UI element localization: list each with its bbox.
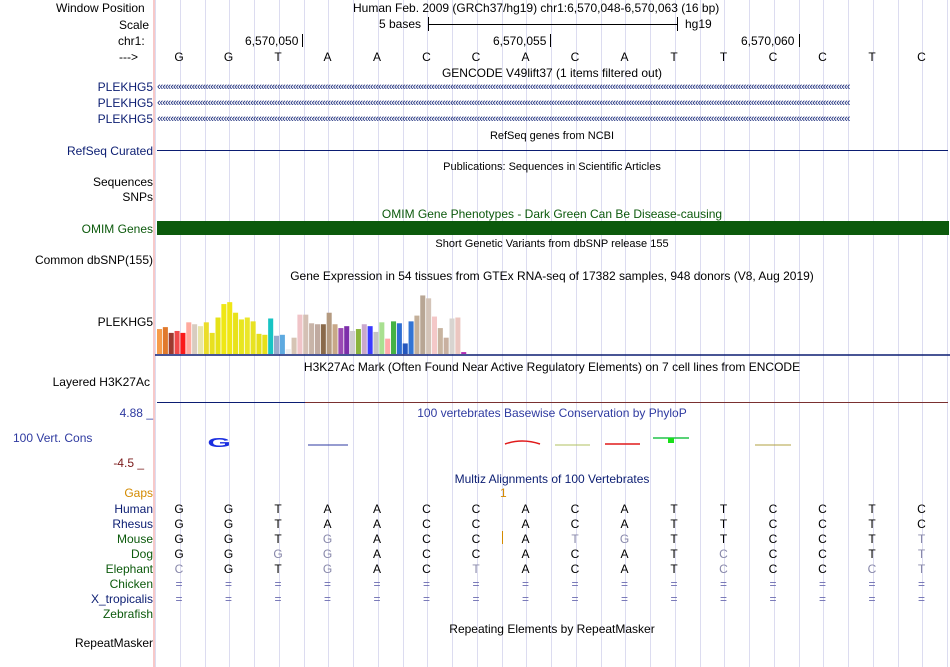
gtex-tissue-bar[interactable] [274, 336, 279, 354]
reference-base: C [422, 50, 431, 64]
gtex-tissue-bar[interactable] [344, 326, 349, 354]
alignment-base: G [223, 562, 234, 576]
alignment-base: = [373, 592, 381, 606]
alignment-base: C [818, 562, 827, 576]
gtex-tissue-bar[interactable] [409, 321, 414, 354]
dbsnp-track-title[interactable]: Short Genetic Variants from dbSNP release 155 [435, 238, 669, 250]
gtex-tissue-bar[interactable] [309, 323, 314, 354]
gtex-tissue-bar[interactable] [420, 295, 425, 354]
reference-base: C [917, 50, 926, 64]
alignment-base: A [372, 562, 382, 576]
alignment-base: = [373, 577, 381, 591]
window-position-value: Human Feb. 2009 (GRCh37/hg19) chr1:6,570,048-6,570,063 (16 bp) [353, 1, 720, 15]
alignment-base: C [818, 517, 827, 531]
gtex-tissue-bar[interactable] [163, 327, 168, 354]
gtex-tissue-bar[interactable] [438, 328, 443, 354]
gtex-tissue-bar[interactable] [180, 333, 185, 354]
alignment-base: = [274, 592, 282, 606]
gtex-tissue-bar[interactable] [362, 324, 367, 354]
alignment-base: = [224, 592, 233, 606]
gtex-track-title[interactable]: Gene Expression in 54 tissues from GTEx RNA-seq of 17382 samples, 948 donors (V8, Aug 2019) [290, 269, 814, 283]
omim-gene-bar[interactable] [157, 221, 949, 235]
alignment-base: A [521, 562, 530, 576]
alignment-base: = [175, 577, 183, 591]
alignment-base: G [174, 502, 184, 516]
alignment-base: C [818, 547, 827, 561]
gtex-tissue-bar[interactable] [385, 339, 390, 354]
alignment-base: = [323, 592, 332, 606]
gtex-track-label[interactable]: PLEKHG5 [97, 315, 153, 329]
gtex-tissue-bar[interactable] [292, 338, 297, 354]
h3k27ac-baseline [305, 402, 948, 403]
gtex-tissue-bar[interactable] [338, 328, 343, 354]
refseq-gene-line[interactable] [157, 150, 948, 151]
gtex-bar-chart[interactable] [155, 282, 950, 357]
alignment-base: = [769, 577, 777, 591]
alignment-base: = [868, 592, 876, 606]
reference-base: C [471, 50, 481, 64]
gtex-tissue-bar[interactable] [368, 326, 373, 354]
phylop-signal [155, 430, 950, 452]
h3k27ac-signal [157, 402, 305, 403]
alignment-base: C [174, 562, 184, 576]
h3k27ac-track-title[interactable]: H3K27Ac Mark (Often Found Near Active Regulatory Elements) on 7 cell lines from ENCODE [303, 360, 801, 374]
alignment-base: A [620, 502, 629, 516]
reference-base: C [768, 50, 778, 64]
alignment-base: C [422, 562, 431, 576]
alignment-base: A [521, 547, 530, 561]
species-label[interactable]: Chicken [109, 577, 153, 591]
phylop-ymax: 4.88 _ [119, 406, 153, 420]
alignment-base: A [372, 532, 382, 546]
alignment-base: C [917, 502, 926, 516]
alignment-base: A [521, 502, 530, 516]
species-label[interactable]: X_tropicalis [90, 592, 153, 606]
reference-base: C [818, 50, 827, 64]
alignment-base: C [570, 502, 580, 516]
alignment-base: T [670, 547, 678, 561]
gtex-tissue-bar[interactable] [210, 333, 215, 354]
ruler-tick [550, 34, 551, 47]
gencode-transcript[interactable]: ‹‹‹‹‹‹‹‹‹‹‹‹‹‹‹‹‹‹‹‹‹‹‹‹‹‹‹‹‹‹‹‹‹‹‹‹‹‹‹‹‹‹‹‹‹‹‹‹‹‹‹‹‹‹‹‹‹‹‹‹‹‹‹‹‹‹‹‹‹‹‹‹‹‹‹‹‹‹‹‹‹‹‹‹‹‹‹‹‹‹‹‹‹‹‹‹‹‹‹‹‹‹‹‹‹‹‹‹‹‹‹‹‹‹‹‹‹‹‹‹‹‹‹‹‹‹‹‹‹‹‹‹‹‹‹‹‹‹‹‹‹‹‹‹‹‹‹‹‹‹‹‹‹‹‹‹‹‹‹‹‹‹‹‹‹‹‹‹‹‹‹‹‹‹‹‹‹‹‹‹‹‹‹‹‹‹‹‹‹‹‹‹‹‹‹‹‹‹‹‹‹‹‹‹‹‹‹‹‹‹‹‹‹‹‹‹‹‹‹‹‹‹‹‹‹‹‹‹‹‹‹‹‹‹‹‹‹‹‹‹‹‹‹‹‹‹‹‹‹‹‹‹‹‹‹‹‹‹‹‹ [157, 114, 850, 124]
alignment-base: A [620, 562, 629, 576]
alignment-base: T [917, 562, 926, 576]
alignment-base: T [719, 532, 728, 546]
alignment-base: = [719, 592, 728, 606]
gtex-tissue-bar[interactable] [391, 321, 396, 354]
alignment-base: C [768, 502, 778, 516]
alignment-base: G [619, 532, 630, 546]
gtex-tissue-bar[interactable] [373, 332, 378, 354]
gtex-tissue-bar[interactable] [327, 313, 332, 354]
reference-base: A [521, 50, 530, 64]
gtex-tissue-bar[interactable] [303, 315, 308, 354]
alignment-base: G [322, 547, 333, 561]
alignment-base: A [620, 517, 629, 531]
gtex-tissue-bar[interactable] [356, 329, 361, 354]
scale-assembly-label: hg19 [685, 17, 712, 31]
window-position-label: Window Position [56, 1, 145, 15]
gtex-tissue-bar[interactable] [414, 316, 419, 354]
alignment-base: T [917, 532, 926, 546]
alignment-base: T [868, 502, 876, 516]
alignment-base: T [472, 562, 480, 576]
omim-track-label[interactable]: OMIM Genes [81, 222, 153, 236]
alignment-base: C [768, 517, 778, 531]
reference-base: T [274, 50, 282, 64]
reference-base: C [570, 50, 580, 64]
species-label[interactable]: Dog [130, 547, 153, 561]
species-label[interactable]: Mouse [116, 532, 153, 546]
scale-bar [428, 17, 678, 31]
gencode-track-title[interactable]: GENCODE V49lift37 (1 items filtered out) [441, 66, 663, 80]
phylop-ymin: -4.5 _ [113, 456, 144, 470]
alignment-base: = [274, 577, 282, 591]
alignment-base: T [868, 547, 876, 561]
alignment-base: T [274, 562, 282, 576]
alignment-base: T [274, 517, 282, 531]
alignment-base: A [521, 517, 530, 531]
gencode-transcript[interactable]: ‹‹‹‹‹‹‹‹‹‹‹‹‹‹‹‹‹‹‹‹‹‹‹‹‹‹‹‹‹‹‹‹‹‹‹‹‹‹‹‹‹‹‹‹‹‹‹‹‹‹‹‹‹‹‹‹‹‹‹‹‹‹‹‹‹‹‹‹‹‹‹‹‹‹‹‹‹‹‹‹‹‹‹‹‹‹‹‹‹‹‹‹‹‹‹‹‹‹‹‹‹‹‹‹‹‹‹‹‹‹‹‹‹‹‹‹‹‹‹‹‹‹‹‹‹‹‹‹‹‹‹‹‹‹‹‹‹‹‹‹‹‹‹‹‹‹‹‹‹‹‹‹‹‹‹‹‹‹‹‹‹‹‹‹‹‹‹‹‹‹‹‹‹‹‹‹‹‹‹‹‹‹‹‹‹‹‹‹‹‹‹‹‹‹‹‹‹‹‹‹‹‹‹‹‹‹‹‹‹‹‹‹‹‹‹‹‹‹‹‹‹‹‹‹‹‹‹‹‹‹‹‹‹‹‹‹‹‹‹‹‹‹‹‹‹‹‹‹‹‹‹‹‹‹‹‹‹‹‹‹ [157, 98, 850, 108]
species-label[interactable]: Rhesus [112, 517, 153, 531]
alignment-base: C [570, 562, 580, 576]
alignment-base: C [818, 532, 827, 546]
gtex-tissue-bar[interactable] [221, 304, 226, 354]
alignment-base: T [868, 517, 876, 531]
species-label[interactable]: Human [114, 502, 153, 516]
alignment-base: = [818, 577, 827, 591]
alignment-base: C [719, 547, 728, 561]
gtex-tissue-bar[interactable] [333, 324, 338, 354]
gtex-tissue-bar[interactable] [444, 338, 449, 354]
h3k27ac-track-label[interactable]: Layered H3K27Ac [52, 375, 150, 389]
alignment-base: C [768, 532, 778, 546]
alignment-base: T [670, 532, 678, 546]
scale-bases-label: 5 bases [379, 17, 422, 31]
gtex-tissue-bar[interactable] [157, 329, 162, 354]
dbsnp-track-label[interactable]: Common dbSNP(155) [34, 253, 153, 267]
alignment-base: G [322, 562, 333, 576]
gaps-track-label[interactable]: Gaps [124, 486, 153, 500]
gtex-tissue-bar[interactable] [286, 349, 291, 354]
reference-base: T [670, 50, 678, 64]
alignment-base: T [571, 532, 579, 546]
alignment-base: C [768, 562, 778, 576]
alignment-base: G [174, 517, 184, 531]
sequences-track-label[interactable]: Sequences [92, 175, 153, 189]
alignment-base: A [372, 547, 382, 561]
publications-track-title[interactable]: Publications: Sequences in Scientific Articles [443, 161, 661, 173]
alignment-base: = [917, 592, 926, 606]
alignment-base: C [422, 502, 431, 516]
species-label[interactable]: Elephant [105, 562, 153, 576]
alignment-base: T [274, 502, 282, 516]
alignment-base: T [670, 517, 678, 531]
alignment-base: G [273, 547, 283, 561]
alignment-base: C [917, 517, 926, 531]
alignment-base: C [570, 547, 580, 561]
gtex-tissue-bar[interactable] [169, 333, 174, 354]
gtex-tissue-bar[interactable] [192, 324, 197, 354]
gtex-tissue-bar[interactable] [251, 321, 256, 354]
alignment-base: G [223, 532, 234, 546]
alignment-base: = [769, 592, 777, 606]
gtex-tissue-bar[interactable] [227, 302, 232, 354]
reference-base: A [372, 50, 382, 64]
alignment-base: G [322, 532, 333, 546]
snps-track-label[interactable]: SNPs [122, 190, 153, 204]
gtex-tissue-bar[interactable] [245, 318, 250, 354]
ruler-tick [799, 34, 800, 47]
alignment-base: = [571, 592, 579, 606]
gtex-tissue-bar[interactable] [204, 322, 209, 354]
gtex-tissue-bar[interactable] [216, 318, 221, 354]
reference-base: A [323, 50, 332, 64]
reference-base: A [620, 50, 629, 64]
gtex-tissue-bar[interactable] [262, 335, 267, 354]
alignment-base: = [323, 577, 332, 591]
ruler-tick-label: 6,570,055 [493, 34, 547, 48]
alignment-base: A [323, 517, 332, 531]
alignment-base: = [917, 577, 926, 591]
alignment-base: = [521, 577, 530, 591]
phylop-track-title[interactable]: 100 vertebrates Basewise Conservation by PhyloP [417, 406, 687, 420]
strand-label: ---> [119, 50, 138, 64]
gap-marker [502, 531, 503, 544]
alignment-base: = [521, 592, 530, 606]
alignment-base: A [372, 502, 382, 516]
alignment-base: C [471, 532, 481, 546]
chrom-label: chr1: [118, 34, 145, 48]
ruler-tick [302, 34, 303, 47]
scale-label: Scale [119, 18, 150, 32]
alignment-base: T [670, 562, 678, 576]
alignment-base: = [719, 577, 728, 591]
gtex-tissue-bar[interactable] [350, 331, 355, 354]
refseq-track-label[interactable]: RefSeq Curated [66, 144, 153, 158]
alignment-base: G [174, 547, 184, 561]
gtex-tissue-bar[interactable] [256, 334, 261, 354]
gtex-tissue-bar[interactable] [315, 324, 320, 354]
alignment-base: C [422, 547, 431, 561]
alignment-base: T [917, 547, 926, 561]
alignment-base: T [868, 532, 876, 546]
gtex-tissue-bar[interactable] [280, 335, 285, 354]
alignment-base: C [471, 547, 481, 561]
gtex-tissue-bar[interactable] [233, 313, 238, 354]
gtex-tissue-bar[interactable] [461, 352, 466, 354]
alignment-base: = [670, 577, 678, 591]
alignment-base: A [372, 517, 382, 531]
ruler-tick-label: 6,570,050 [245, 34, 299, 48]
gtex-tissue-bar[interactable] [450, 318, 455, 354]
gap-count: 1 [500, 486, 507, 500]
gencode-item-label[interactable]: PLEKHG5 [97, 96, 153, 110]
alignment-base: C [422, 532, 431, 546]
alignment-base: C [818, 502, 827, 516]
alignment-base: G [174, 532, 184, 546]
phylop-glyph-icon: G [207, 435, 231, 450]
repeatmasker-track-label[interactable]: RepeatMasker [74, 636, 153, 650]
gtex-tissue-bar[interactable] [403, 343, 408, 354]
gtex-tissue-bar[interactable] [426, 298, 431, 354]
alignment-base: C [422, 517, 431, 531]
ruler-tick-label: 6,570,060 [741, 34, 795, 48]
alignment-base: = [620, 577, 629, 591]
alignment-base: T [719, 502, 728, 516]
reference-base: T [719, 50, 728, 64]
alignment-base: = [571, 577, 579, 591]
alignment-base: = [224, 577, 233, 591]
alignment-base: = [818, 592, 827, 606]
gtex-tissue-bar[interactable] [321, 324, 326, 354]
alignment-base: C [570, 517, 580, 531]
repeatmasker-track-title[interactable]: Repeating Elements by RepeatMasker [449, 622, 655, 636]
reference-base: T [868, 50, 876, 64]
gtex-tissue-bar[interactable] [379, 322, 384, 354]
alignment-base: A [620, 547, 629, 561]
gencode-item-label[interactable]: PLEKHG5 [97, 112, 153, 126]
alignment-base: = [620, 592, 629, 606]
gtex-tissue-bar[interactable] [175, 331, 180, 354]
alignment-base: C [867, 562, 877, 576]
omim-track-title[interactable]: OMIM Gene Phenotypes - Dark Green Can Be Disease-causing [381, 207, 723, 221]
alignment-base: A [521, 532, 530, 546]
alignment-base: C [471, 517, 481, 531]
alignment-base: T [719, 517, 728, 531]
reference-base: G [174, 50, 184, 64]
alignment-base: = [175, 592, 183, 606]
gtex-tissue-bar[interactable] [397, 323, 402, 354]
alignment-base: = [868, 577, 876, 591]
alignment-base: G [223, 517, 234, 531]
gtex-tissue-bar[interactable] [455, 318, 460, 354]
phylop-track-label[interactable]: 100 Vert. Cons [13, 431, 93, 445]
alignment-base: G [223, 502, 234, 516]
multiz-track-title[interactable]: Multiz Alignments of 100 Vertebrates [454, 472, 650, 486]
species-label[interactable]: Zebrafish [102, 607, 153, 621]
gtex-tissue-bar[interactable] [432, 317, 437, 354]
reference-base: G [223, 50, 234, 64]
alignment-base: = [422, 592, 431, 606]
gtex-tissue-bar[interactable] [297, 315, 302, 354]
alignment-base: G [223, 547, 234, 561]
alignment-base: = [472, 592, 480, 606]
refseq-track-title[interactable]: RefSeq genes from NCBI [489, 130, 615, 142]
alignment-base: C [768, 547, 778, 561]
alignment-base: T [670, 502, 678, 516]
alignment-base: = [670, 592, 678, 606]
gencode-item-label[interactable]: PLEKHG5 [97, 80, 153, 94]
alignment-base: = [472, 577, 480, 591]
alignment-base: T [274, 532, 282, 546]
gencode-transcript[interactable]: ‹‹‹‹‹‹‹‹‹‹‹‹‹‹‹‹‹‹‹‹‹‹‹‹‹‹‹‹‹‹‹‹‹‹‹‹‹‹‹‹‹‹‹‹‹‹‹‹‹‹‹‹‹‹‹‹‹‹‹‹‹‹‹‹‹‹‹‹‹‹‹‹‹‹‹‹‹‹‹‹‹‹‹‹‹‹‹‹‹‹‹‹‹‹‹‹‹‹‹‹‹‹‹‹‹‹‹‹‹‹‹‹‹‹‹‹‹‹‹‹‹‹‹‹‹‹‹‹‹‹‹‹‹‹‹‹‹‹‹‹‹‹‹‹‹‹‹‹‹‹‹‹‹‹‹‹‹‹‹‹‹‹‹‹‹‹‹‹‹‹‹‹‹‹‹‹‹‹‹‹‹‹‹‹‹‹‹‹‹‹‹‹‹‹‹‹‹‹‹‹‹‹‹‹‹‹‹‹‹‹‹‹‹‹‹‹‹‹‹‹‹‹‹‹‹‹‹‹‹‹‹‹‹‹‹‹‹‹‹‹‹‹‹‹‹‹‹‹‹‹‹‹‹‹‹‹‹‹‹‹ [157, 82, 850, 92]
alignment-base: A [323, 502, 332, 516]
alignment-base: = [422, 577, 431, 591]
gtex-tissue-bar[interactable] [239, 319, 244, 354]
alignment-base: C [471, 502, 481, 516]
gtex-tissue-bar[interactable] [186, 322, 191, 354]
gtex-tissue-bar[interactable] [268, 318, 273, 354]
alignment-base: C [719, 562, 728, 576]
gtex-tissue-bar[interactable] [198, 326, 203, 354]
